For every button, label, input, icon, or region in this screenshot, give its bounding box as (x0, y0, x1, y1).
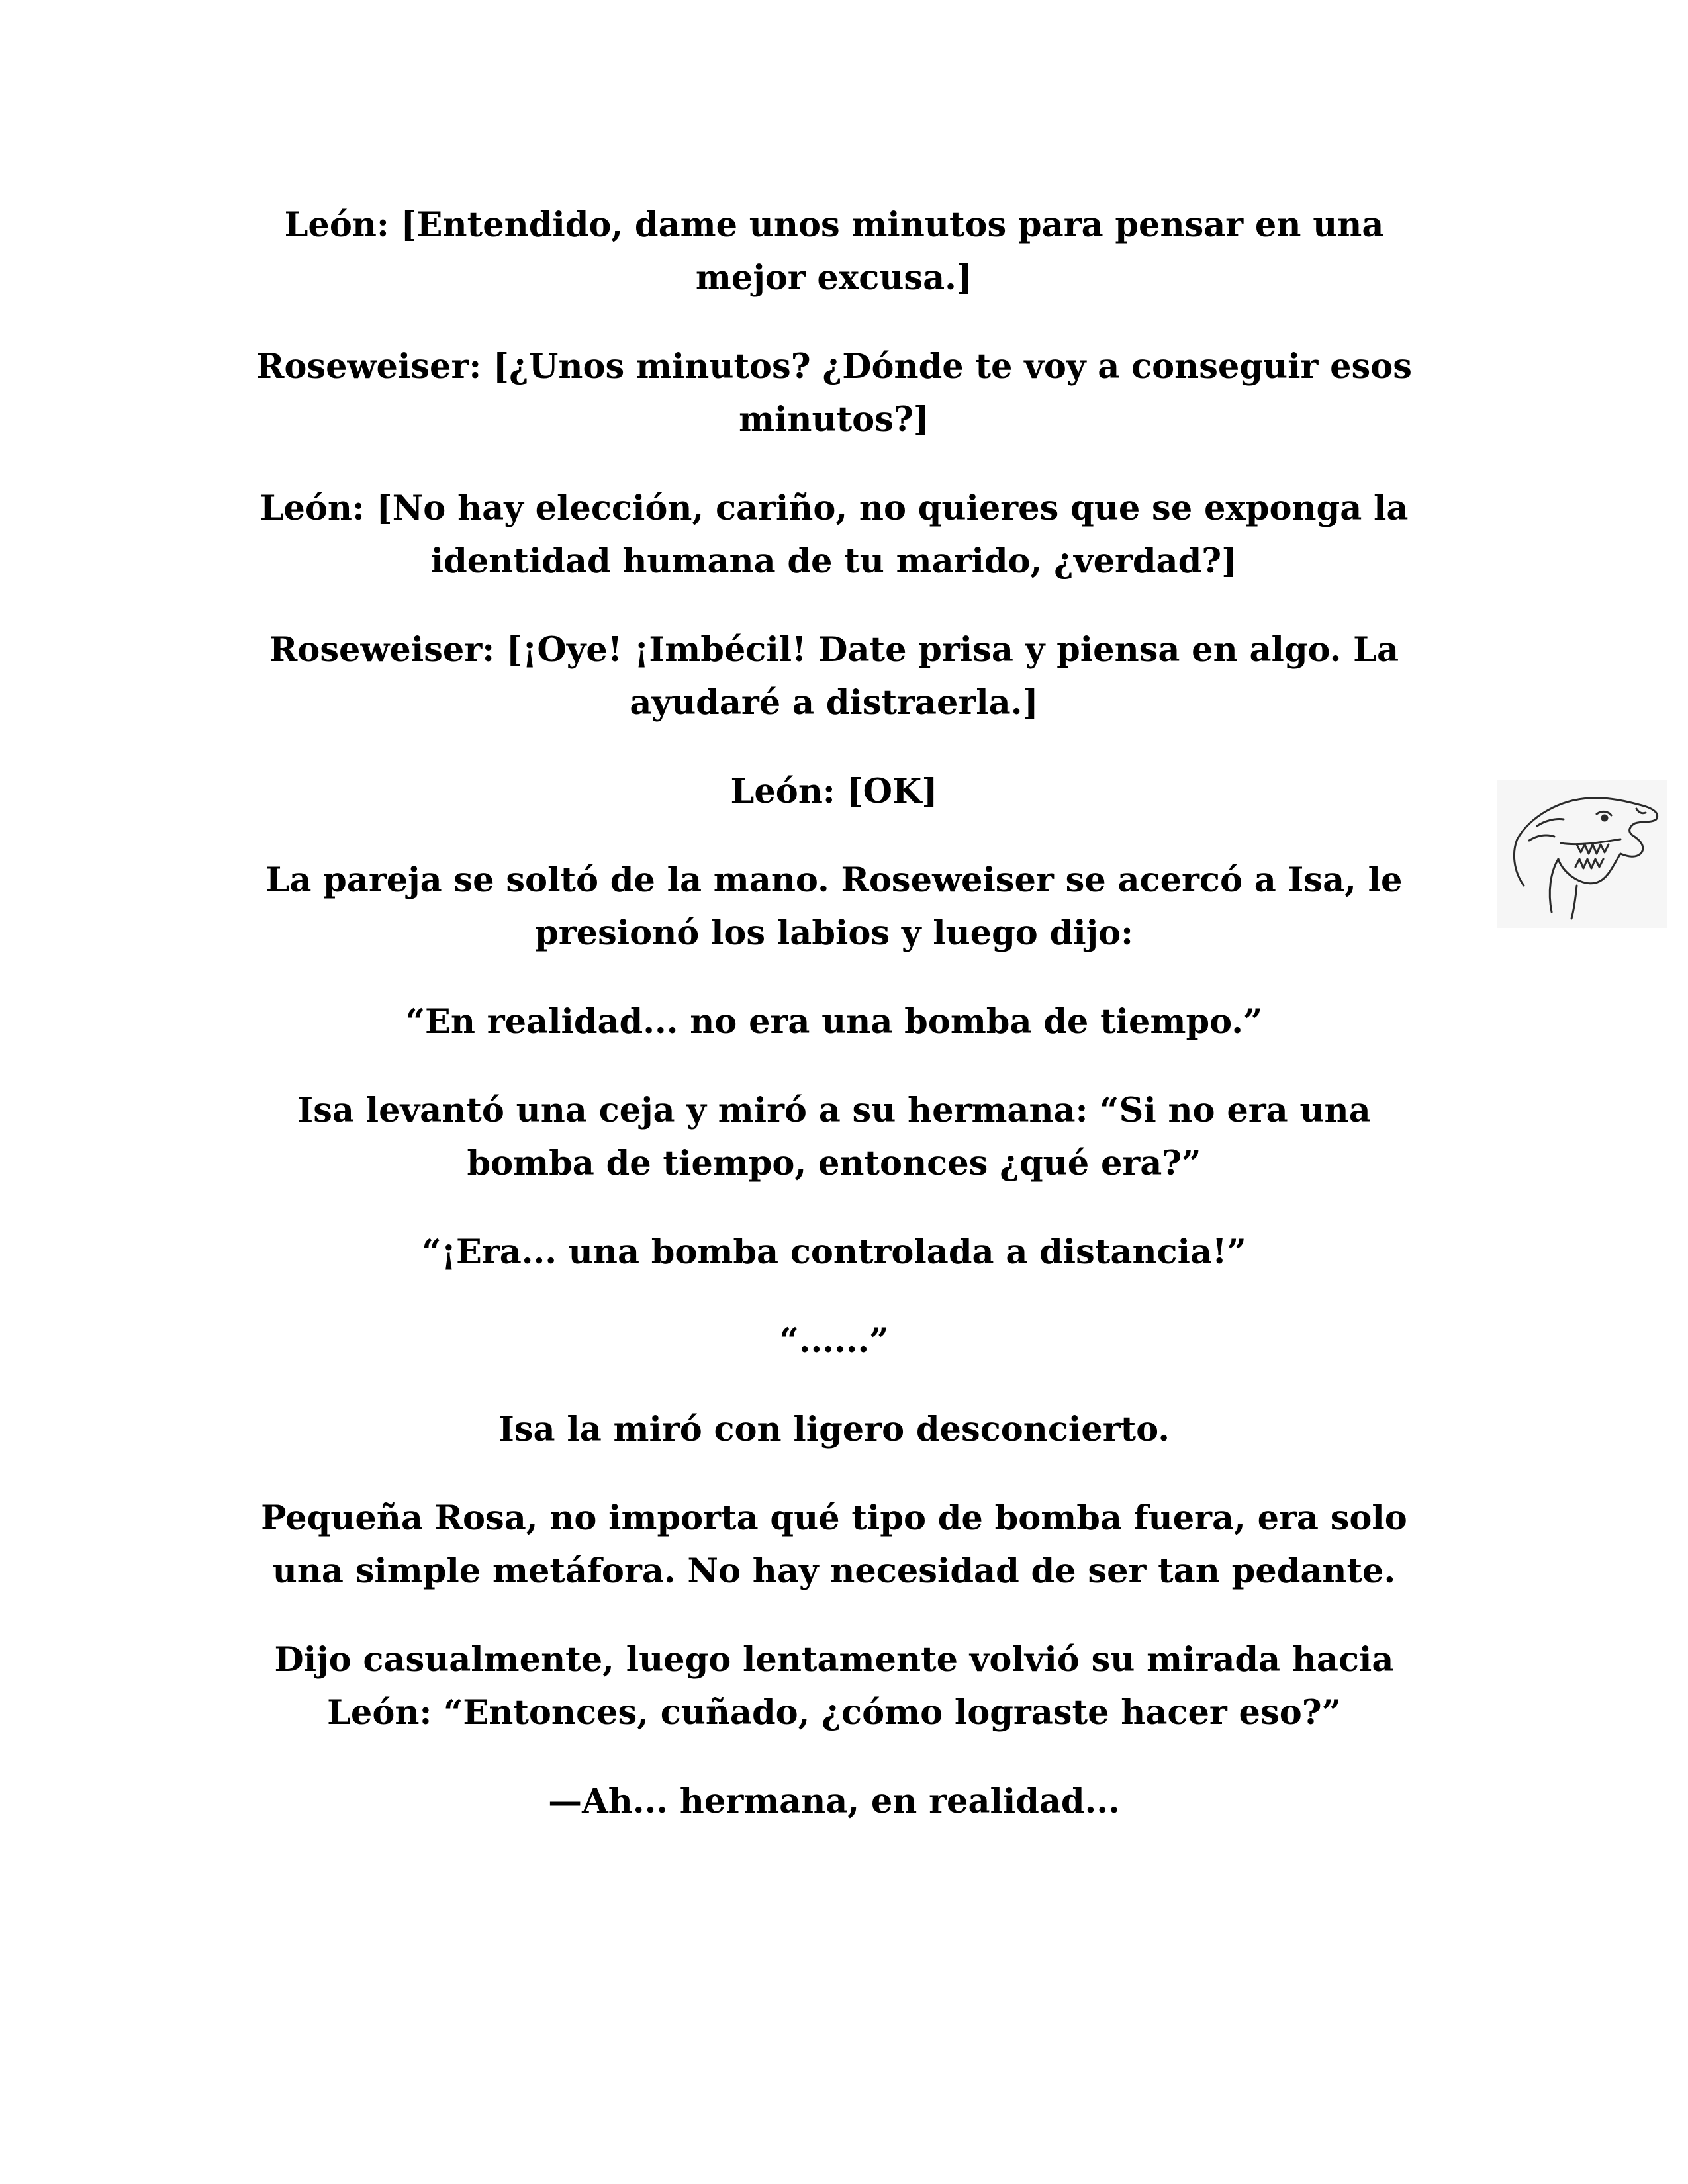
paragraph-12: Pequeña Rosa, no importa qué tipo de bomba fuera, era solo una simple metáfora. No hay necesidad de ser tan pedante. (261, 1498, 1407, 1591)
paragraph-5: León: [OK] (730, 772, 938, 811)
story-text (252, 199, 1417, 1864)
paragraph-10: “......” (779, 1321, 889, 1361)
dinosaur-head-sketch-icon (1497, 780, 1667, 928)
paragraph-8: Isa levantó una ceja y miró a su hermana: “Si no era una bomba de tiempo, entonces ¿qué era?” (297, 1091, 1371, 1183)
paragraph-13: Dijo casualmente, luego lentamente volvió su mirada hacia León: “Entonces, cuñado, ¿cómo lograste hacer eso?” (274, 1640, 1394, 1733)
paragraph-6: La pareja se soltó de la mano. Roseweiser se acercó a Isa, le presionó los labios y luego dijo: (265, 860, 1403, 953)
paragraph-2: Roseweiser: [¿Unos minutos? ¿Dónde te voy a conseguir esos minutos?] (256, 347, 1412, 439)
paragraph-1: León: [Entendido, dame unos minutos para pensar en una mejor excusa.] (284, 205, 1384, 298)
paragraph-4: Roseweiser: [¡Oye! ¡Imbécil! Date prisa y piensa en algo. La ayudaré a distraerla.] (269, 630, 1399, 723)
paragraph-7: “En realidad... no era una bomba de tiempo.” (405, 1002, 1263, 1042)
paragraph-11: Isa la miró con ligero desconcierto. (498, 1410, 1170, 1449)
paragraph-14: —Ah... hermana, en realidad... (548, 1782, 1120, 1821)
paragraph-9: “¡Era... una bomba controlada a distancia!” (422, 1232, 1246, 1272)
paragraph-3: León: [No hay elección, cariño, no quieres que se exponga la identidad humana de tu marido, ¿verdad?] (259, 488, 1409, 581)
